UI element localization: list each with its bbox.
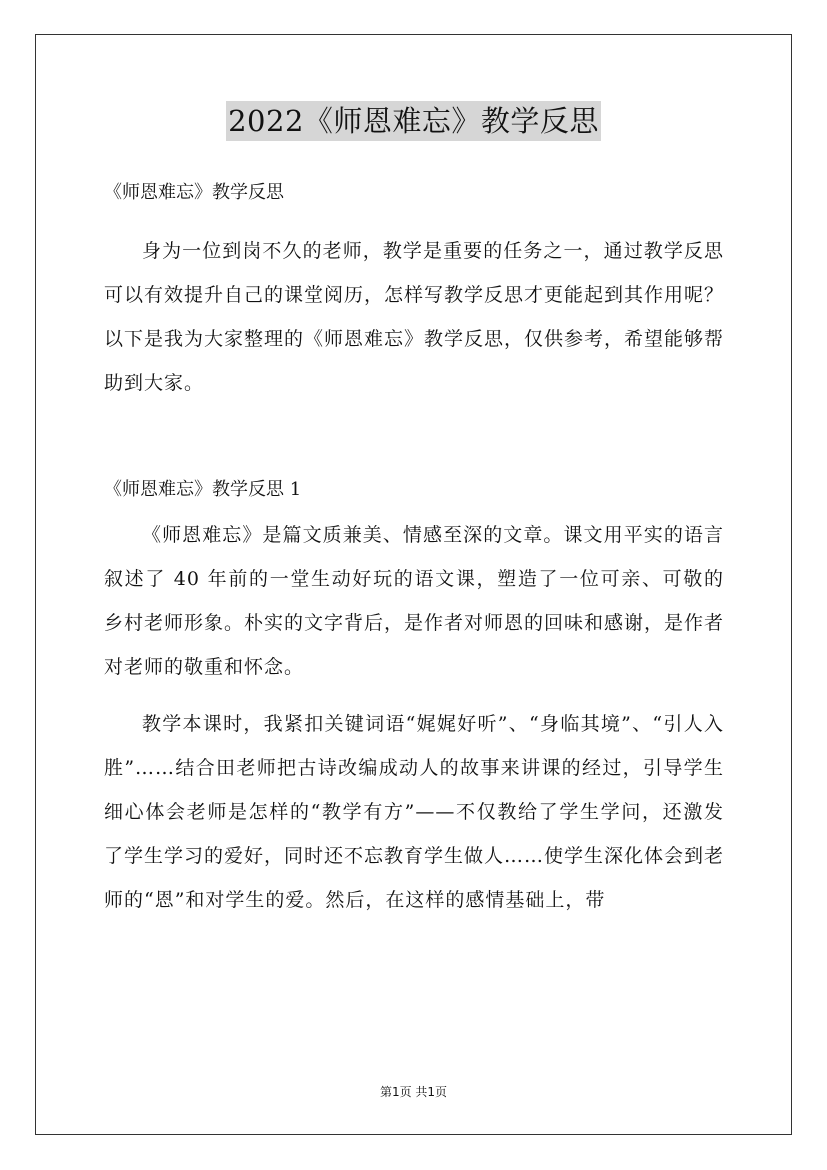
page-footer xyxy=(0,1083,827,1100)
document-title: 2022《师恩难忘》教学反思 xyxy=(226,101,601,141)
paragraph: 教学本课时，我紧扣关键词语“娓娓好听”、“身临其境”、“引人入胜”……结合田老师把古诗改编成动人的故事来讲课的经过，引导学生细心体会老师是怎样的“教学有方”——不仅教给了学生学问，还激发了学生学习的爱好，同时还不忘教育学生做人……使学生深化体会到老师的“恩”和对学生的爱。然后，在这样的感情基础上，带 xyxy=(104,713,725,911)
section-heading: 《师恩难忘》教学反思 1 xyxy=(104,479,302,500)
page-number: 第1页 共1页 xyxy=(379,1085,448,1099)
document-body xyxy=(104,170,724,922)
section-heading: 《师恩难忘》教学反思 xyxy=(104,182,284,203)
paragraph: 《师恩难忘》是篇文质兼美、情感至深的文章。课文用平实的语言叙述了 40 年前的一堂生动好玩的语文课，塑造了一位可亲、可敬的乡村老师形象。朴实的文字背后，是作者对师恩的回味和感谢，是作者对老师的敬重和怀念。 xyxy=(104,524,725,678)
title-container xyxy=(0,101,827,141)
paragraph: 身为一位到岗不久的老师，教学是重要的任务之一，通过教学反思可以有效提升自己的课堂阅历，怎样写教学反思才更能起到其作用呢？以下是我为大家整理的《师恩难忘》教学反思，仅供参考，希望能够帮助到大家。 xyxy=(104,240,725,394)
